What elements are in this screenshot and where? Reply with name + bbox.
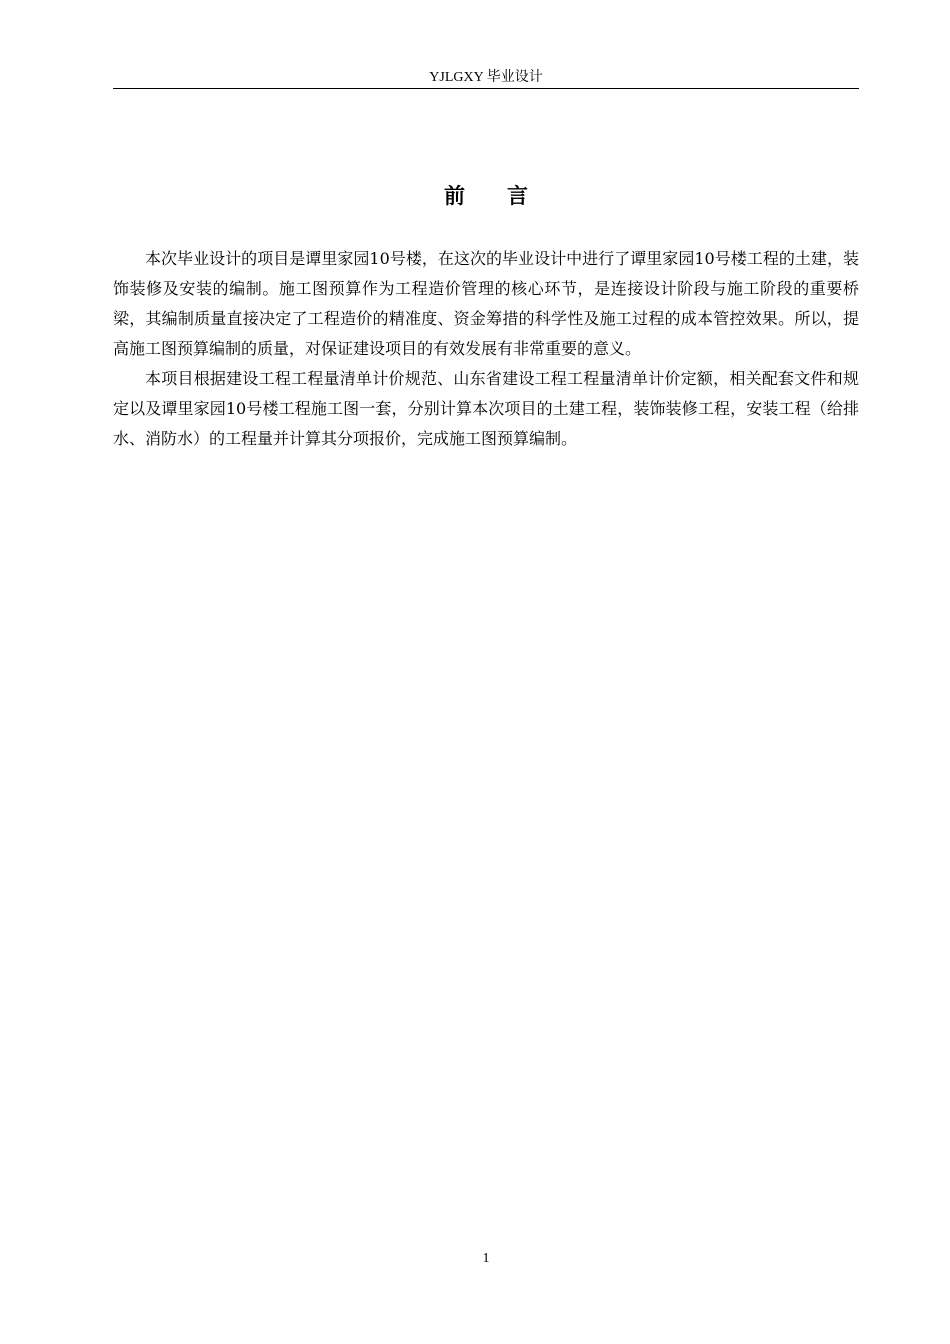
paragraph-1: 本次毕业设计的项目是谭里家园10号楼，在这次的毕业设计中进行了谭里家园10号楼工程的土建，装饰装修及安装的编制。施工图预算作为工程造价管理的核心环节，是连接设计阶段与施工阶段的重要桥梁，其编制质量直接决定了工程造价的精准度、资金筹措的科学性及施工过程的成本管控效果。所以，提高施工图预算编制的质量，对保证建设项目的有效发展有非常重要的意义。 <box>113 249 859 358</box>
page-title: 前言 <box>444 184 570 208</box>
running-header: YJLGXY 毕业设计 <box>429 70 543 85</box>
body-text <box>113 244 859 454</box>
header-rule <box>113 88 859 89</box>
paragraph-2: 本项目根据建设工程工程量清单计价规范、山东省建设工程工程量清单计价定额，相关配套文件和规定以及谭里家园10号楼工程施工图一套，分别计算本次项目的土建工程，装饰装修工程，安装工程（给排水、消防水）的工程量并计算其分项报价，完成施工图预算编制。 <box>113 369 859 448</box>
page-number: 1 <box>482 1251 490 1266</box>
